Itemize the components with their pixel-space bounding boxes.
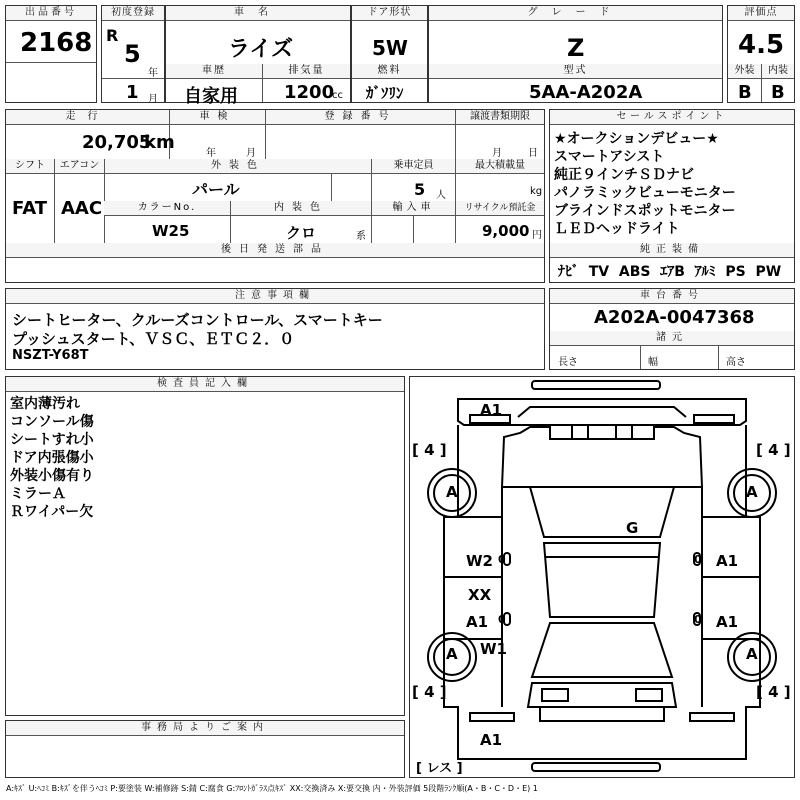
car-history: 自家用 [184,86,238,107]
sales-point: パノラミックビューモニター [554,185,736,201]
exterior-color-label: 外装色 [104,159,371,174]
car-name-box [165,5,351,107]
door-box [351,5,428,103]
door-label: ドア形状 [352,6,427,21]
tread-rear-right: [ 4 ] [756,683,791,701]
notes-label: 注意事項欄 [6,289,544,304]
equipment-pw: PW [755,264,782,280]
notes-box [5,288,545,370]
equipment-tv: TV [588,264,610,280]
mileage-label: 走行 [6,110,169,125]
interior-label: 内装 [761,64,794,79]
chassis-number: A202A-0047368 [594,307,755,328]
inspector-item: Ｒワイパー欠 [10,504,94,520]
lot-number-box [5,5,97,103]
recycle-unit: 円 [532,230,542,241]
inspector-item: 室内薄汚れ [10,396,80,412]
tread-front-left: [ 4 ] [412,441,447,459]
mark-tire-rear-right: A [746,645,758,663]
capacity: 5 [414,180,426,199]
capacity-unit: 人 [436,190,446,201]
mark-tire-front-right: A [746,483,758,501]
length-label: 長さ [558,357,578,368]
equipment-abs: ABS [618,264,651,280]
capacity-label: 乗車定員 [371,159,455,174]
displacement-label: 排気量 [262,64,350,79]
mark-tire-front-left: A [446,483,458,501]
exterior-color: パール [192,180,240,199]
fuel: ｶﾞｿﾘﾝ [366,84,404,102]
door-type: 5W [372,36,408,60]
interior-color-label: 内装色 [230,201,371,216]
recycle-label: リサイクル預託金 [455,201,544,216]
mark-right-front-door: A1 [716,552,739,570]
chassis-label: 車台番号 [550,289,794,304]
first-registration-box [101,5,165,103]
model-code: 5AA-A202A [529,82,643,103]
grade: Z [567,34,585,62]
inspector-box [5,376,405,716]
exterior-label: 外装 [728,64,761,79]
equipment-list [558,261,781,281]
legend: A:ｷｽﾞ U:ﾍｺﾐ B:ｷｽﾞを伴うﾍｺﾐ P:要塗装 W:補修跡 S:錆 C:腐食 G:ﾌﾛﾝﾄｶﾞﾗｽ点ｷｽﾞ XX:交換済み X:要交換 内・外装評価 5段階ﾗﾝｸ順(A・B・C・D・E) 1 [6,784,538,793]
mark-left-front-door: W2 [466,552,493,570]
sales-point: 純正９インチＳＤナビ [554,167,694,183]
car-diagram [409,376,795,778]
notes-line: シートヒーター、クルーズコントロール、スマートキー [12,311,383,329]
color-number-label: カラーNo. [104,201,230,216]
mark-small-left-rear: 0 [498,613,506,626]
chassis-box [549,288,795,370]
interior-grade: B [771,82,785,103]
month-unit: 月 [148,94,158,105]
mark-right-rear-door: A1 [716,613,739,631]
displacement-unit: cc [332,90,343,101]
max-load-unit: kg [530,186,543,197]
notes-line: プッシュスタート、ＶＳＣ、ＥＴＣ２．０ [12,330,295,348]
mileage-unit: km [144,132,175,153]
recycle-fee: 9,000 [482,222,530,240]
sales-points-list [554,130,736,238]
mark-rear-bumper: A1 [480,731,503,749]
shift-label: シフト [6,159,54,174]
car-name: ライズ [228,37,294,62]
inspector-item: ドア内張傷小 [10,450,94,466]
exterior-grade: B [738,82,752,103]
inspector-item: ミラーＡ [10,486,66,502]
office-label: 事務局よりご案内 [6,721,404,736]
spare-tire-note: [ レス ] [416,761,463,776]
sales-point: ★オークションデビュー★ [554,131,719,147]
transfer-deadline-label: 譲渡書類期限 [455,110,544,125]
mark-windshield: G [626,519,639,537]
lot-number-label: 出品番号 [6,6,96,21]
sales-points-box [549,109,795,283]
registration-number-label: 登録番号 [265,110,455,125]
registration-month: 1 [126,82,139,103]
sales-point: ＬＥＤヘッドライト [554,221,680,237]
registration-year: 5 [124,40,141,68]
max-load-label: 最大積載量 [455,159,544,174]
sales-point: ブラインドスポットモニター [554,203,736,219]
transfer-month-unit: 月 [492,148,502,159]
aircon: AAC [61,198,103,219]
sales-point: スマートアシスト [554,149,665,165]
aircon-label: エアコン [54,159,104,174]
tread-front-right: [ 4 ] [756,441,791,459]
details-box [5,109,545,283]
width-label: 幅 [648,357,658,368]
inspection-year-unit: 年 [206,148,216,159]
equipment-navi: ﾅﾋﾞ [558,264,579,280]
height-label: 高さ [726,357,746,368]
equipment-alloy: ｱﾙﾐ [694,264,716,280]
mark-front-bumper: A1 [480,401,503,419]
sales-points-label: セールスポイント [550,110,794,125]
mark-tire-rear-left: A [446,645,458,663]
mileage: 20,705 [82,132,152,153]
office-box [5,720,405,778]
tread-rear-left: [ 4 ] [412,683,447,701]
era: R [106,26,119,45]
equipment-label: 純正装備 [550,243,794,258]
specs-label: 諸元 [550,331,794,346]
transfer-day-unit: 日 [528,148,538,159]
grade-box [428,5,723,103]
year-unit: 年 [148,68,158,79]
notes-line: NSZT-Y68T [12,348,89,363]
color-number: W25 [152,222,190,240]
model-label: 型式 [429,64,722,79]
inspector-list [10,395,94,521]
score-box [727,5,795,103]
mark-left-rear-door: A1 [466,613,489,631]
history-label: 車歴 [166,64,262,79]
first-registration-label: 初度登録 [102,6,164,21]
inspector-item: シートすれ小 [10,432,94,448]
inspector-label: 検査員記入欄 [6,377,404,392]
inspector-item: 外装小傷有り [10,468,94,484]
interior-color-unit: 系 [356,231,366,242]
inspector-item: コンソール傷 [10,414,94,430]
score-label: 評価点 [728,6,794,21]
score: 4.5 [738,30,785,60]
lot-number: 2168 [20,28,93,58]
inspection-month-unit: 月 [246,148,256,159]
mark-small-right-front: 0 [694,553,702,566]
mark-small-right-rear: 0 [694,613,702,626]
inspection-label: 車検 [169,110,265,125]
mark-left-sill: XX [468,586,492,604]
equipment-airbag: ｴｱB [660,264,685,280]
import-label: 輸入車 [371,201,455,216]
mark-small-left-front: 0 [498,553,506,566]
later-parts-label: 後日発送部品 [6,243,544,258]
shift: FAT [12,198,48,219]
car-outline [410,377,794,777]
mark-left-rear-fender: W1 [480,640,507,658]
fuel-label: 燃料 [352,64,427,79]
car-name-label: 車名 [166,6,350,21]
interior-color: クロ [286,224,317,242]
displacement: 1200 [284,82,335,103]
grade-label: グレード [429,6,722,21]
equipment-ps: PS [725,264,746,280]
